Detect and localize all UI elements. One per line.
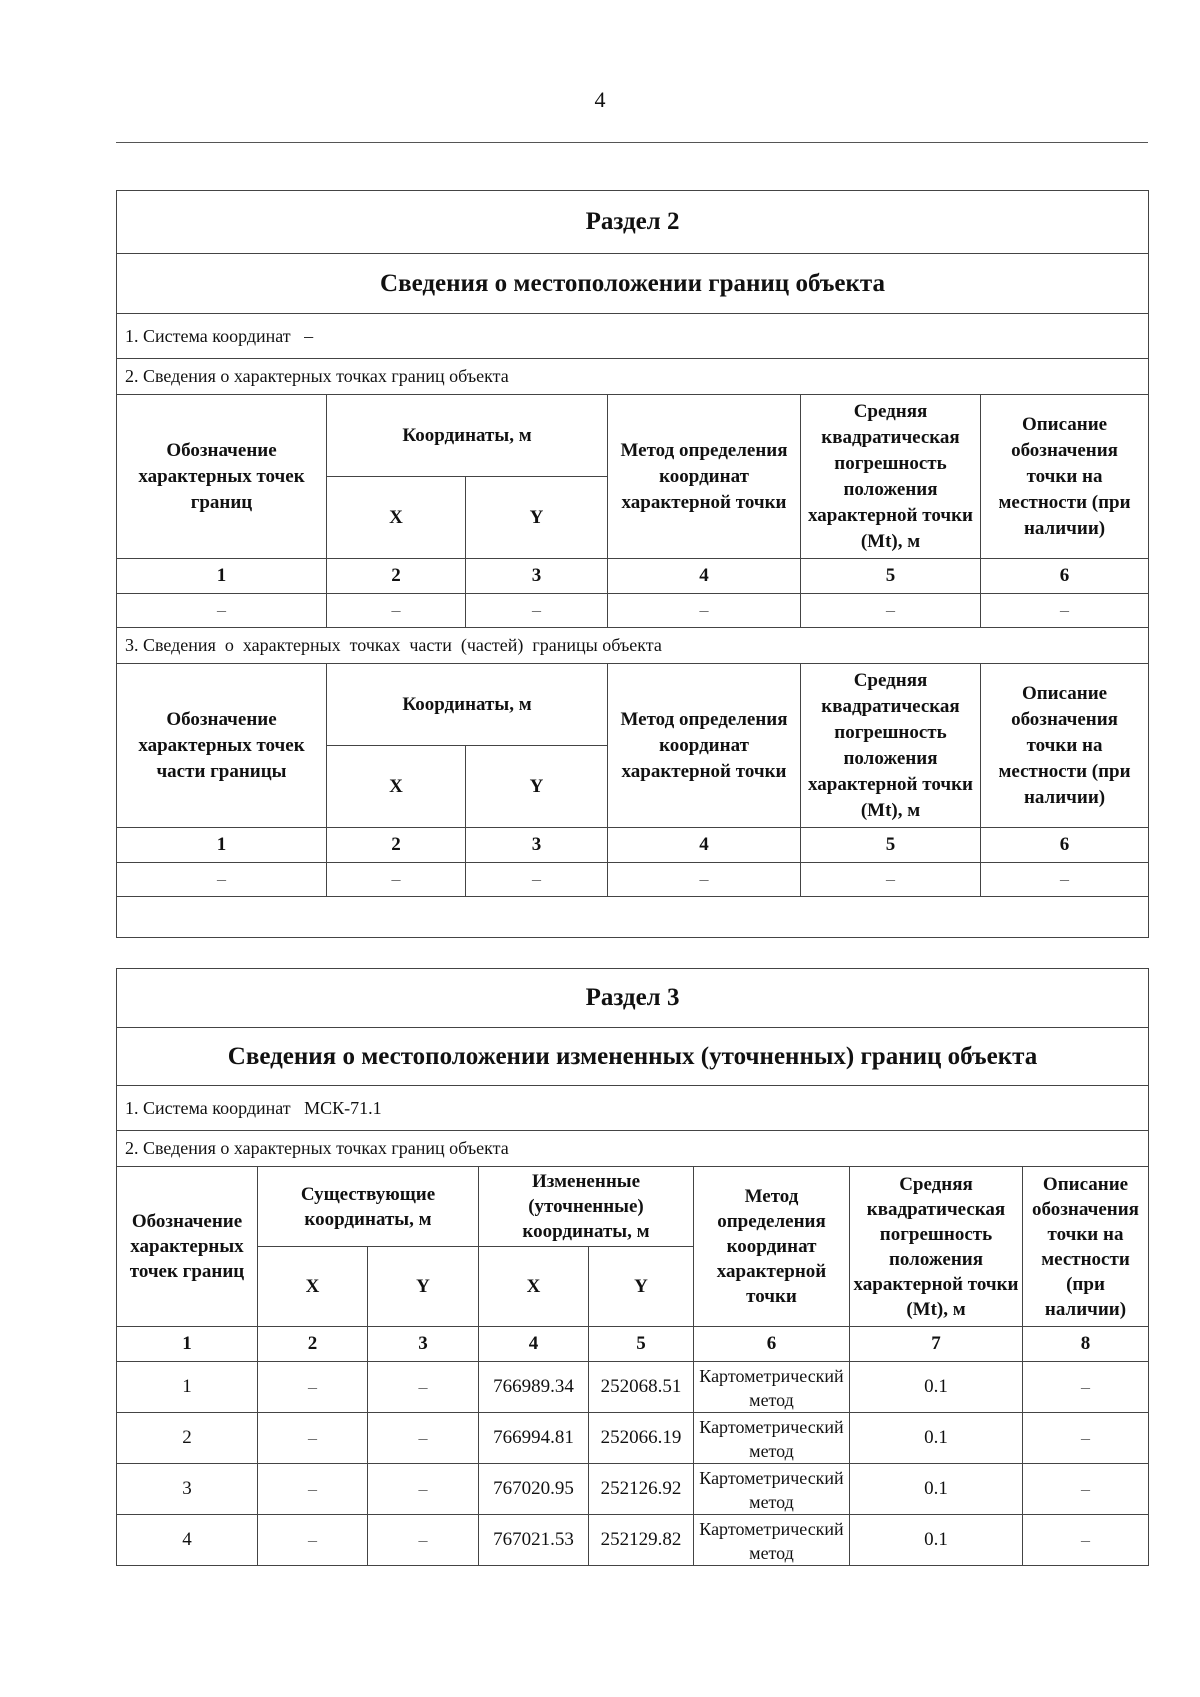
col-number: 3 [368,1327,479,1362]
coord-system-value: МСК-71.1 [304,1097,382,1118]
table-cell: – [801,863,981,897]
table-cell: – [608,863,801,897]
col-number: 4 [608,559,801,594]
col-number: 6 [981,559,1149,594]
method: Картометрический метод [694,1464,850,1515]
col-header-y: Y [589,1247,694,1327]
table-cell: – [801,594,981,628]
col-header-error: Средняя квадратическая погрешность положения характерной точки (Mt), м [850,1167,1023,1327]
section-3-heading: Раздел 3 [117,969,1149,1028]
col-number: 2 [327,828,466,863]
coord-system-value: – [304,325,314,346]
col-number: 6 [981,828,1149,863]
changed-y: 252066.19 [589,1413,694,1464]
col-header-description: Описание обозначения точки на местности (при наличии) [1023,1167,1149,1327]
col-number: 7 [850,1327,1023,1362]
col-number: 1 [117,1327,258,1362]
col-header-method: Метод определения координат характерной точки [608,664,801,828]
empty-row [117,897,1149,938]
col-header-y: Y [466,477,608,559]
points-label: 2. Сведения о характерных точках границ объекта [117,359,1149,395]
table-row [117,1362,1149,1413]
col-header-existing: Существующие координаты, м [258,1167,479,1247]
col-header-x: X [327,746,466,828]
coord-system-row [117,314,1149,359]
col-header-error: Средняя квадратическая погрешность положения характерной точки (Mt), м [801,395,981,559]
col-header-method: Метод определения координат характерной точки [694,1167,850,1327]
col-header-changed: Измененные (уточненные) координаты, м [479,1167,694,1247]
col-number: 3 [466,828,608,863]
part-points-label: 3. Сведения о характерных точках части (частей) границы объекта [117,628,1149,664]
error-mt: 0.1 [850,1464,1023,1515]
changed-x: 767020.95 [479,1464,589,1515]
column-numbers-row [117,559,1149,594]
changed-y: 252129.82 [589,1515,694,1566]
table-cell: – [466,594,608,628]
method: Картометрический метод [694,1413,850,1464]
error-mt: 0.1 [850,1413,1023,1464]
page-number: 4 [594,87,606,112]
description: – [1023,1515,1149,1566]
col-header-description: Описание обозначения точки на местности (при наличии) [981,395,1149,559]
col-number: 8 [1023,1327,1149,1362]
existing-x: – [258,1362,368,1413]
existing-x: – [258,1413,368,1464]
point-id: 1 [117,1362,258,1413]
table-cell: – [327,863,466,897]
section-2-title: Сведения о местоположении границ объекта [117,254,1149,314]
col-header-designation: Обозначение характерных точек части границы [117,664,327,828]
col-header-y: Y [466,746,608,828]
table-cell: – [466,863,608,897]
col-number: 5 [801,559,981,594]
table-cell: – [327,594,466,628]
changed-x: 766994.81 [479,1413,589,1464]
col-header-description: Описание обозначения точки на местности (при наличии) [981,664,1149,828]
col-header-x: X [479,1247,589,1327]
coord-system-label: 1. Система координат [125,1097,291,1118]
table-row [117,594,1149,628]
description: – [1023,1362,1149,1413]
description: – [1023,1413,1149,1464]
col-number: 5 [589,1327,694,1362]
col-number: 2 [258,1327,368,1362]
col-number: 4 [479,1327,589,1362]
existing-y: – [368,1362,479,1413]
col-number: 4 [608,828,801,863]
coord-system-row [117,1086,1149,1131]
method: Картометрический метод [694,1362,850,1413]
col-header-designation: Обозначение характерных точек границ [117,395,327,559]
col-number: 1 [117,559,327,594]
coord-system-label: 1. Система координат [125,325,291,346]
col-header-coords: Координаты, м [327,664,608,746]
table-row [117,1515,1149,1566]
col-header-y: Y [368,1247,479,1327]
col-header-x: X [327,477,466,559]
section-2-table [116,190,1149,938]
section-3-title: Сведения о местоположении измененных (уточненных) границ объекта [117,1028,1149,1086]
col-header-x: X [258,1247,368,1327]
points-label: 2. Сведения о характерных точках границ объекта [117,1131,1149,1167]
description: – [1023,1464,1149,1515]
table-cell: – [117,594,327,628]
section-2-heading: Раздел 2 [117,191,1149,254]
col-header-coords: Координаты, м [327,395,608,477]
column-numbers-row [117,828,1149,863]
method: Картометрический метод [694,1515,850,1566]
col-header-error: Средняя квадратическая погрешность положения характерной точки (Mt), м [801,664,981,828]
col-number: 5 [801,828,981,863]
table-row [117,863,1149,897]
table-cell: – [117,863,327,897]
table-row [117,1464,1149,1515]
changed-y: 252068.51 [589,1362,694,1413]
section-3-table [116,968,1149,1566]
existing-x: – [258,1464,368,1515]
point-id: 4 [117,1515,258,1566]
changed-x: 766989.34 [479,1362,589,1413]
table-cell: – [981,863,1149,897]
existing-y: – [368,1464,479,1515]
table-row [117,1413,1149,1464]
col-number: 1 [117,828,327,863]
col-header-designation: Обозначение характерных точек границ [117,1167,258,1327]
header-divider [116,142,1148,143]
changed-y: 252126.92 [589,1464,694,1515]
col-header-method: Метод определения координат характерной точки [608,395,801,559]
changed-x: 767021.53 [479,1515,589,1566]
column-numbers-row [117,1327,1149,1362]
error-mt: 0.1 [850,1515,1023,1566]
existing-x: – [258,1515,368,1566]
point-id: 3 [117,1464,258,1515]
existing-y: – [368,1515,479,1566]
col-number: 2 [327,559,466,594]
table-cell: – [608,594,801,628]
table-cell: – [981,594,1149,628]
point-id: 2 [117,1413,258,1464]
existing-y: – [368,1413,479,1464]
col-number: 6 [694,1327,850,1362]
error-mt: 0.1 [850,1362,1023,1413]
col-number: 3 [466,559,608,594]
